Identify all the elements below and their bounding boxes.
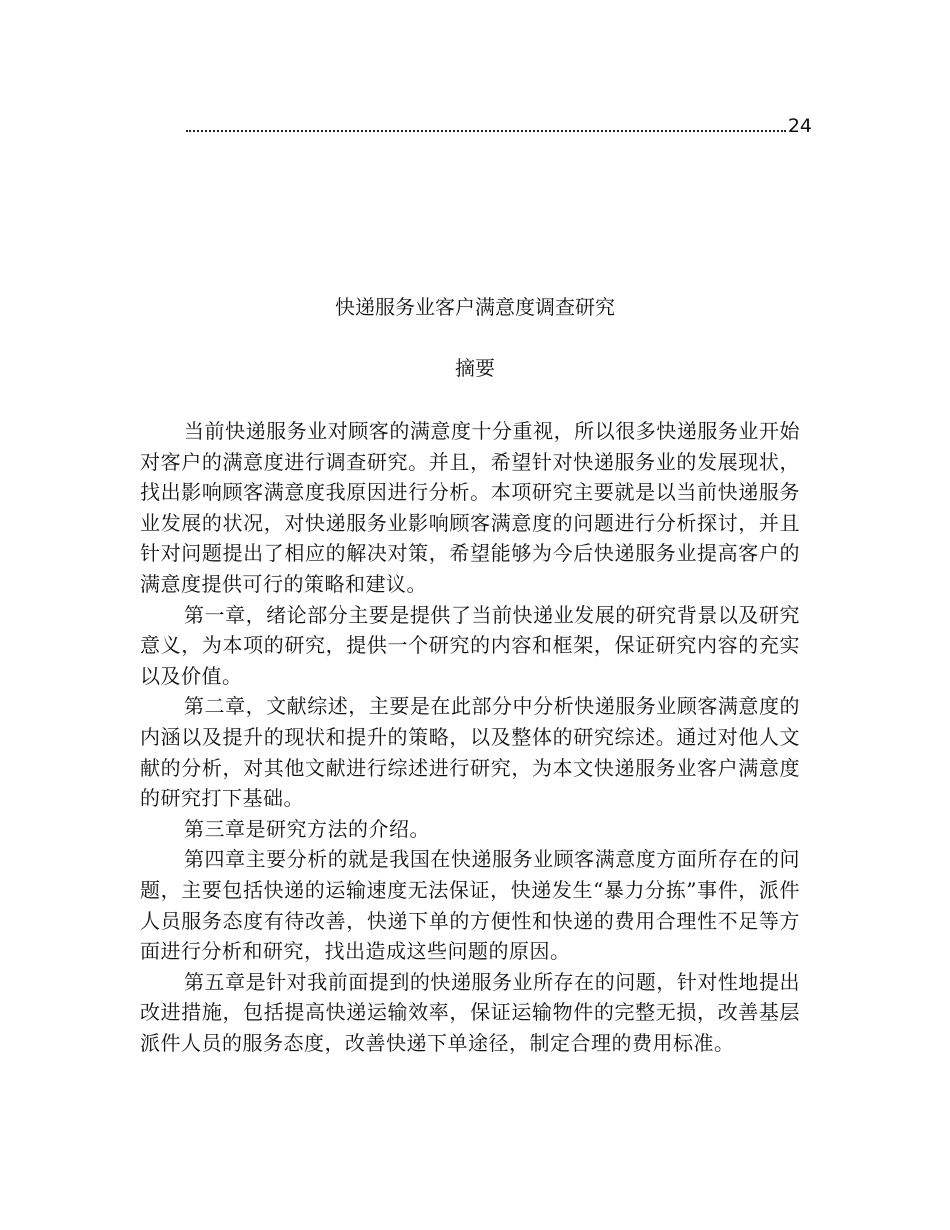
abstract-heading: 摘要 [455,356,495,380]
toc-dot-leader [186,130,786,132]
toc-page-number: 24 [787,115,812,137]
abstract-body [140,416,800,1058]
abstract-paragraph-chapter-4: 第四章主要分析的就是我国在快递服务业顾客满意度方面所存在的问题，主要包括快递的运输速度无法保证，快递发生“暴力分拣”事件，派件人员服务态度有待改善，快递下单的方便性和快递的费用合理性不足等方面进行分析和研究，找出造成这些问题的原因。 [140,847,800,964]
abstract-paragraph-chapter-3: 第三章是研究方法的介绍。 [184,816,430,841]
abstract-paragraph-chapter-1: 第一章，绪论部分主要是提供了当前快递业发展的研究背景以及研究意义，为本项的研究，提供一个研究的内容和框架，保证研究内容的充实以及价值。 [140,602,800,688]
document-title: 快递服务业客户满意度调查研究 [335,295,615,319]
toc-entry [186,114,812,138]
abstract-paragraph-intro: 当前快递服务业对顾客的满意度十分重视，所以很多快递服务业开始对客户的满意度进行调查研究。并且，希望针对快递服务业的发展现状，找出影响顾客满意度我原因进行分析。本项研究主要就是以当前快递服务业发展的状况，对快递服务业影响顾客满意度的问题进行分析探讨，并且针对问题提出了相应的解决对策，希望能够为今后快递服务业提高客户的满意度提供可行的策略和建议。 [140,419,800,596]
abstract-paragraph-chapter-2: 第二章，文献综述，主要是在此部分中分析快递服务业顾客满意度的内涵以及提升的现状和提升的策略，以及整体的研究综述。通过对他人文献的分析，对其他文献进行综述进行研究，为本文快递服务业客户满意度的研究打下基础。 [140,694,800,811]
abstract-paragraph-chapter-5: 第五章是针对我前面提到的快递服务业所存在的问题，针对性地提出改进措施，包括提高快递运输效率，保证运输物件的完整无损，改善基层派件人员的服务态度，改善快递下单途径，制定合理的费用标准。 [140,969,800,1055]
